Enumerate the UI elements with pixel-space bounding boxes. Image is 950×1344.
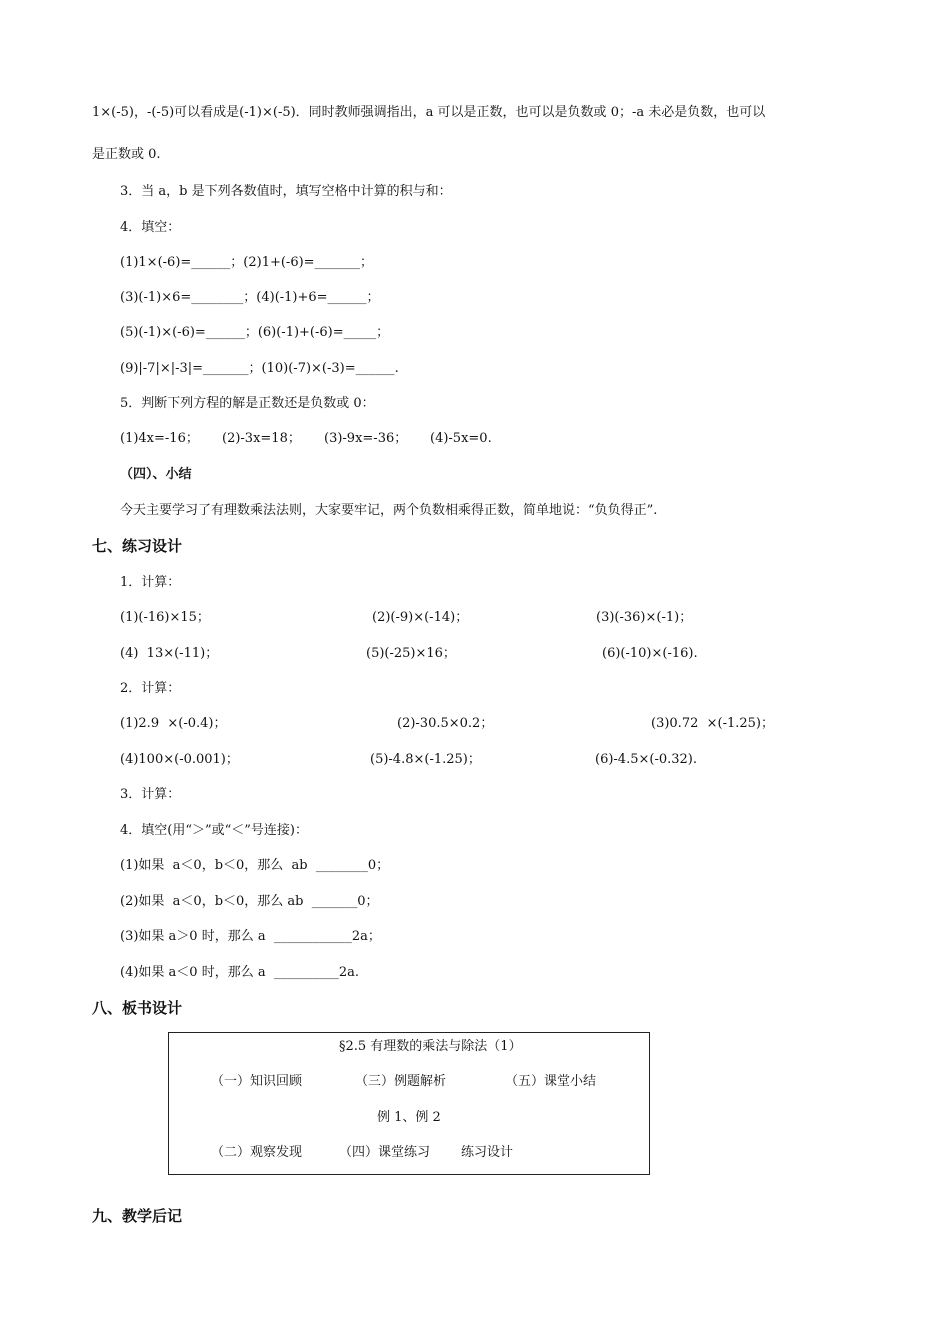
board-item-examples: （三）例题解析: [355, 1074, 447, 1089]
practice-q1-item-4: (4) 13×(-11)；: [120, 646, 219, 661]
practice-q3: 3．计算：: [120, 787, 181, 802]
practice-q1-item-5: (5)(-25)×16；: [366, 646, 456, 661]
fill-blank-1: (1)1×(-6)=______；(2)1+(-6)=_______；: [120, 255, 374, 270]
item-3: 3．当 a，b 是下列各数值时，填写空格中计算的积与和：: [120, 184, 452, 199]
practice-q2-item-1: (1)2.9 ×(-0.4)；: [120, 716, 227, 731]
board-title: §2.5 有理数的乘法与除法（1）: [339, 1039, 522, 1054]
equation-2: (2)-3x=18；: [222, 431, 301, 446]
intro-line-2: 是正数或 0.: [92, 147, 161, 162]
board-item-practice: （四）课堂练习: [339, 1145, 431, 1160]
board-design-box: [168, 1032, 650, 1175]
practice-q2-item-4: (4)100×(-0.001)；: [120, 752, 239, 767]
practice-q2-item-3: (3)0.72 ×(-1.25)；: [651, 716, 774, 731]
practice-q4-item-3: (3)如果 a＞0 时，那么 a ____________2a；: [120, 929, 381, 944]
board-heading: 八、板书设计: [92, 999, 183, 1017]
fill-blank-2: (3)(-1)×6=________；(4)(-1)+6=______；: [120, 290, 380, 305]
practice-q4-item-1: (1)如果 a＜0，b＜0，那么 ab ________0；: [120, 858, 390, 873]
practice-q4-item-4: (4)如果 a＜0 时，那么 a __________2a.: [120, 965, 360, 980]
practice-q4: 4．填空(用“＞”或“＜”号连接)：: [120, 823, 308, 838]
postscript-heading: 九、教学后记: [92, 1207, 183, 1225]
practice-q1-item-1: (1)(-16)×15；: [120, 610, 210, 625]
practice-q4-item-2: (2)如果 a＜0，b＜0，那么 ab _______0；: [120, 894, 379, 909]
fill-blank-4: (9)|-7|×|-3|=_______；(10)(-7)×(-3)=______.: [120, 361, 399, 376]
intro-line-1: 1×(-5)，-(-5)可以看成是(-1)×(-5)．同时教师强调指出，a 可以是正数，也可以是负数或 0；-a 未必是负数，也可以: [92, 105, 766, 120]
board-item-review: （一）知识回顾: [211, 1074, 303, 1089]
practice-q1-item-2: (2)(-9)×(-14)；: [372, 610, 469, 625]
practice-q1-item-6: (6)(-10)×(-16).: [602, 646, 698, 661]
practice-q2-item-5: (5)-4.8×(-1.25)；: [370, 752, 481, 767]
board-item-observe: （二）观察发现: [211, 1145, 303, 1160]
item-4: 4．填空：: [120, 220, 181, 235]
equation-4: (4)-5x=0.: [430, 431, 492, 446]
practice-q2: 2．计算：: [120, 681, 181, 696]
board-item-example-list: 例 1、例 2: [377, 1110, 441, 1125]
practice-q1: 1．计算：: [120, 575, 181, 590]
practice-q2-item-2: (2)-30.5×0.2；: [397, 716, 494, 731]
practice-q2-item-6: (6)-4.5×(-0.32).: [595, 752, 697, 767]
equation-3: (3)-9x=-36；: [324, 431, 408, 446]
summary-text: 今天主要学习了有理数乘法法则，大家要牢记，两个负数相乘得正数，简单地说：“负负得正”.: [120, 503, 658, 518]
item-5: 5．判断下列方程的解是正数还是负数或 0：: [120, 396, 375, 411]
summary-title: （四）、小结: [120, 467, 192, 482]
fill-blank-3: (5)(-1)×(-6)=______；(6)(-1)+(-6)=_____；: [120, 325, 390, 340]
practice-q1-item-3: (3)(-36)×(-1)；: [596, 610, 693, 625]
board-item-summary: （五）课堂小结: [505, 1074, 597, 1089]
board-item-exercise-design: 练习设计: [461, 1145, 514, 1160]
practice-heading: 七、练习设计: [92, 537, 183, 555]
equation-1: (1)4x=-16；: [120, 431, 199, 446]
